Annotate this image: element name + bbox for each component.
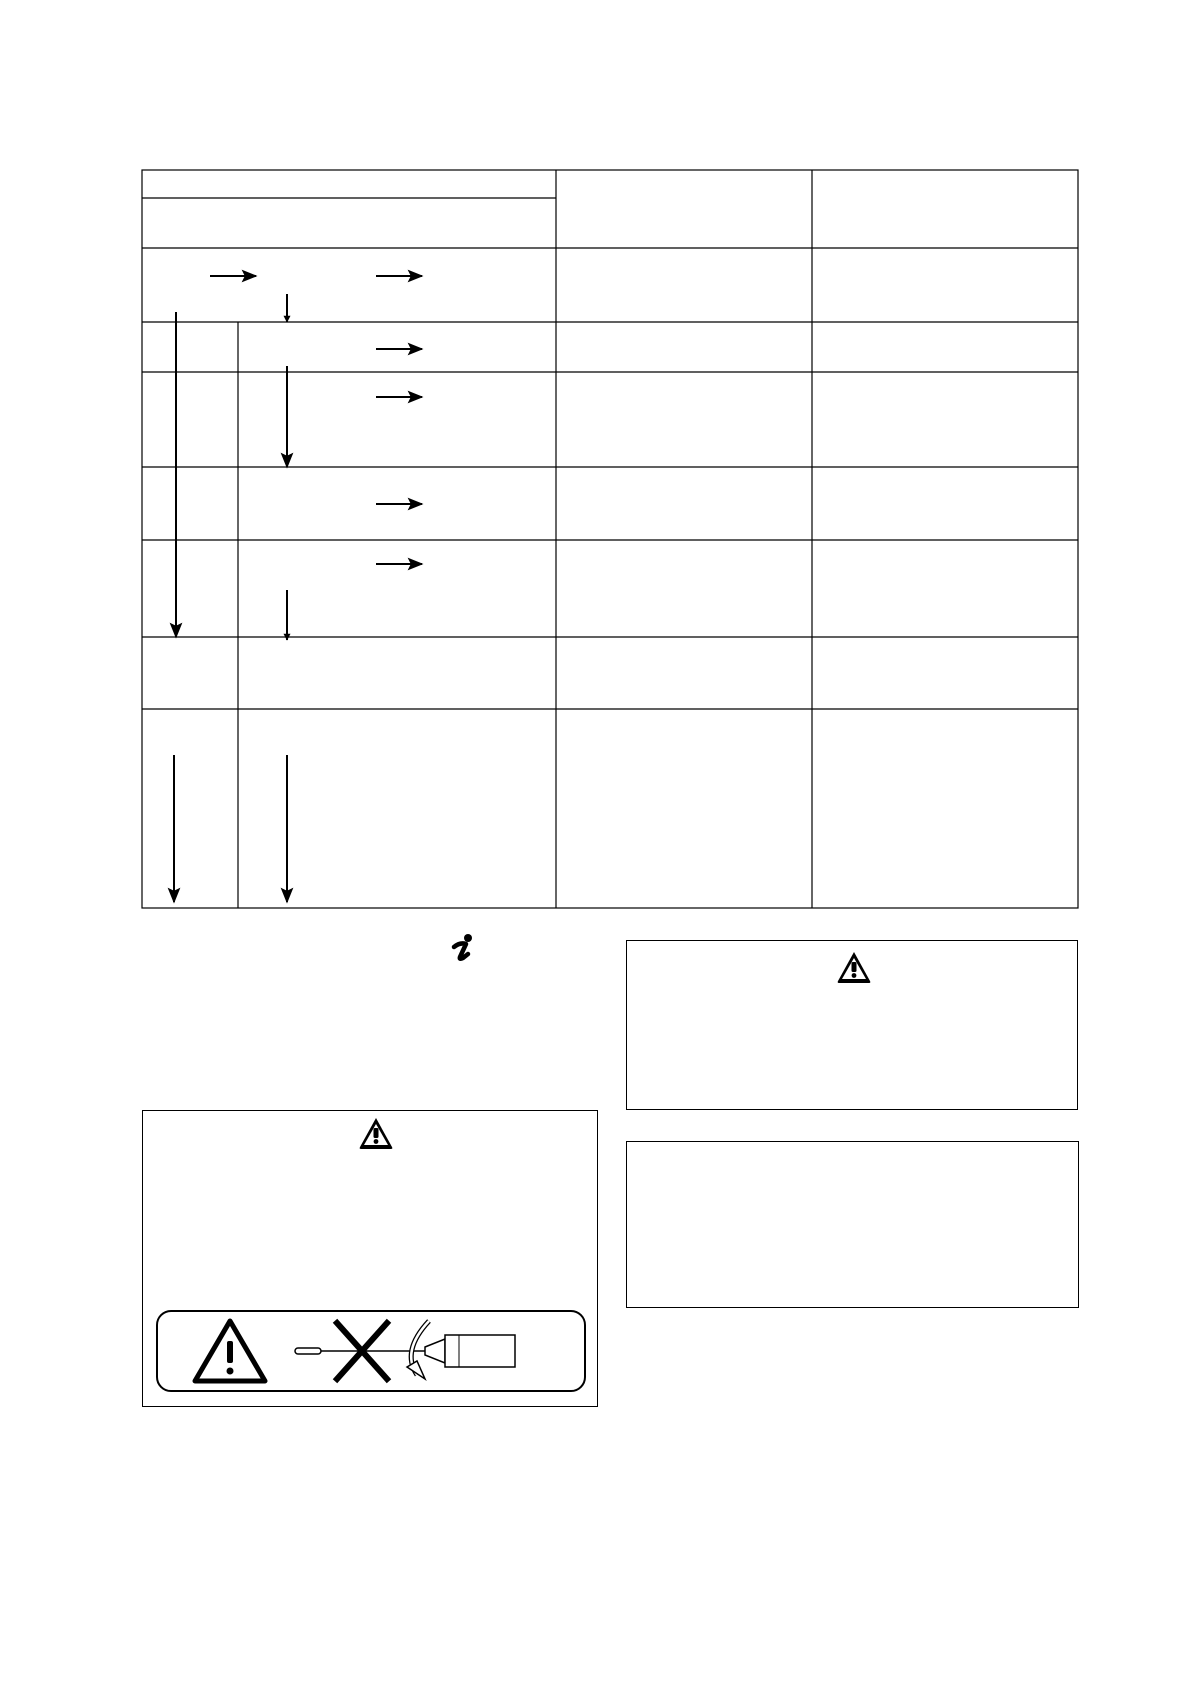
info-icon [446, 933, 478, 963]
flow-arrows-down [174, 294, 287, 902]
warning-box-right [626, 940, 1078, 1110]
warning-icon [835, 949, 873, 985]
flow-arrows-right [210, 276, 422, 564]
notice-box-right [626, 1141, 1079, 1308]
warning-icon [357, 1115, 395, 1151]
screwdriver-prohibited-icon [155, 1309, 587, 1393]
warning-box-left [142, 1110, 598, 1407]
flow-table-grid [142, 170, 1078, 908]
flow-table [142, 170, 1078, 908]
